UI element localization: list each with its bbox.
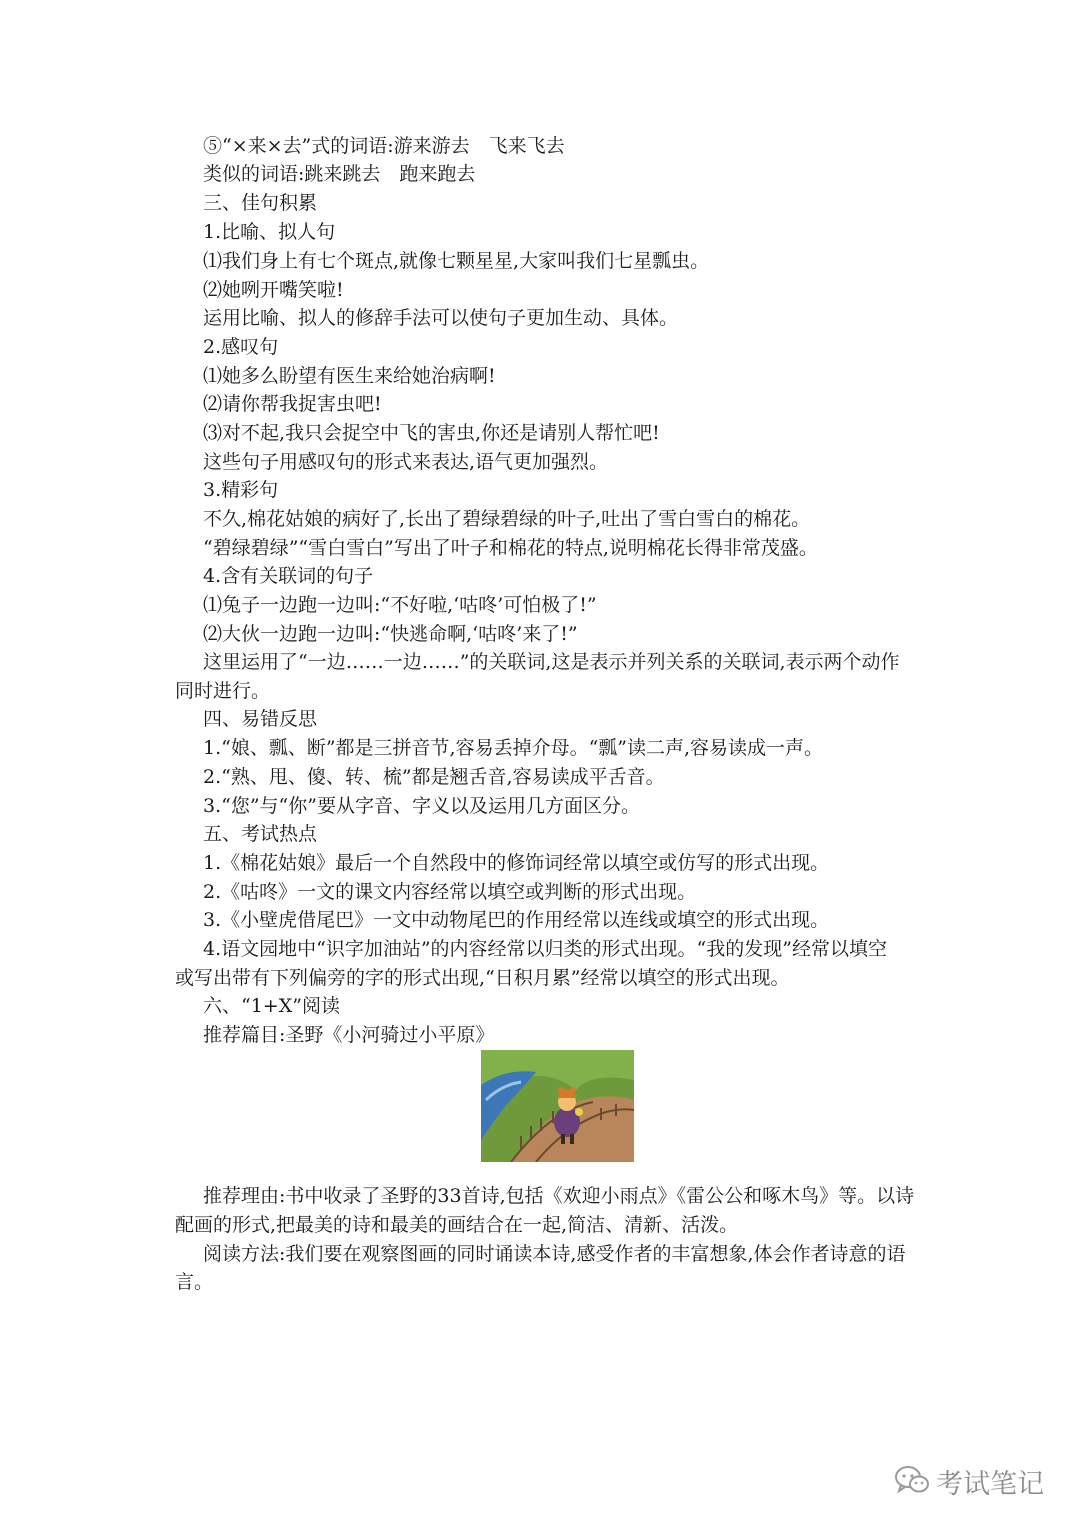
text-line: ⑵大伙一边跑一边叫:“快逃命啊,‘咕咚’来了!” bbox=[203, 623, 578, 645]
section-heading: 四、易错反思 bbox=[203, 708, 318, 730]
text-line: ⑴她多么盼望有医生来给她治病啊! bbox=[203, 365, 496, 387]
text-line: ⑶对不起,我只会捉空中飞的害虫,你还是请别人帮忙吧! bbox=[203, 422, 660, 444]
text-line: “碧绿碧绿”“雪白雪白”写出了叶子和棉花的特点,说明棉花长得非常茂盛。 bbox=[203, 537, 818, 559]
watermark bbox=[894, 1462, 1044, 1501]
subsection-heading: 4.含有关联词的句子 bbox=[203, 565, 374, 587]
text-line: 言。 bbox=[175, 1271, 214, 1293]
text-line: ⑵她咧开嘴笑啦! bbox=[203, 279, 344, 301]
subsection-heading: 1.比喻、拟人句 bbox=[203, 221, 336, 243]
text-line: ⑴兔子一边跑一边叫:“不好啦,‘咕咚’可怕极了!” bbox=[203, 594, 597, 616]
text-line: ⑵请你帮我捉害虫吧! bbox=[203, 393, 382, 415]
section-heading: 三、佳句积累 bbox=[203, 192, 318, 214]
text-line: 推荐篇目:圣野《小河骑过小平原》 bbox=[203, 1024, 495, 1046]
text-line: 4.语文园地中“识字加油站”的内容经常以归类的形式出现。“我的发现”经常以填空 bbox=[203, 938, 887, 960]
text-line: 3.《小壁虎借尾巴》一文中动物尾巴的作用经常以连线或填空的形式出现。 bbox=[203, 909, 830, 931]
text-line: ⑤“×来×去”式的词语:游来游去 飞来飞去 bbox=[203, 135, 565, 157]
text-line: 运用比喻、拟人的修辞手法可以使句子更加生动、具体。 bbox=[203, 307, 679, 329]
text-line: 同时进行。 bbox=[175, 680, 271, 702]
section-heading: 五、考试热点 bbox=[203, 823, 318, 845]
subsection-heading: 2.感叹句 bbox=[203, 336, 279, 358]
text-line: 3.“您”与“你”要从字音、字义以及运用几方面区分。 bbox=[203, 795, 640, 817]
section-heading: 六、“1+X”阅读 bbox=[203, 995, 340, 1017]
text-line: 这些句子用感叹句的形式来表达,语气更加强烈。 bbox=[203, 451, 609, 473]
text-line: 1.《棉花姑娘》最后一个自然段中的修饰词经常以填空或仿写的形式出现。 bbox=[203, 852, 830, 874]
text-line: 推荐理由:书中收录了圣野的33首诗,包括《欢迎小雨点》《雷公公和啄木鸟》等。以诗 bbox=[203, 1185, 915, 1207]
text-line: 类似的词语:跳来跳去 跑来跑去 bbox=[203, 163, 476, 185]
text-line: ⑴我们身上有七个斑点,就像七颗星星,大家叫我们七星瓢虫。 bbox=[203, 250, 710, 272]
text-line: 阅读方法:我们要在观察图画的同时诵读本诗,感受作者的丰富想象,体会作者诗意的语 bbox=[203, 1243, 906, 1265]
text-line: 配画的形式,把最美的诗和最美的画结合在一起,简洁、清新、活泼。 bbox=[175, 1214, 739, 1236]
book-illustration bbox=[481, 1050, 634, 1162]
watermark-text: 考试笔记 bbox=[936, 1469, 1044, 1500]
text-line: 这里运用了“一边……一边……”的关联词,这是表示并列关系的关联词,表示两个动作 bbox=[203, 651, 900, 673]
text-line: 2.《咕咚》一文的课文内容经常以填空或判断的形式出现。 bbox=[203, 881, 697, 903]
wechat-icon bbox=[894, 1465, 930, 1499]
text-line: 1.“娘、瓢、断”都是三拼音节,容易丢掉介母。“瓢”读二声,容易读成一声。 bbox=[203, 737, 824, 759]
text-line: 2.“熟、甩、傻、转、梳”都是翘舌音,容易读成平舌音。 bbox=[203, 766, 665, 788]
subsection-heading: 3.精彩句 bbox=[203, 479, 279, 501]
text-line: 或写出带有下列偏旁的字的形式出现,“日积月累”经常以填空的形式出现。 bbox=[175, 967, 790, 989]
text-line: 不久,棉花姑娘的病好了,长出了碧绿碧绿的叶子,吐出了雪白雪白的棉花。 bbox=[203, 508, 811, 530]
